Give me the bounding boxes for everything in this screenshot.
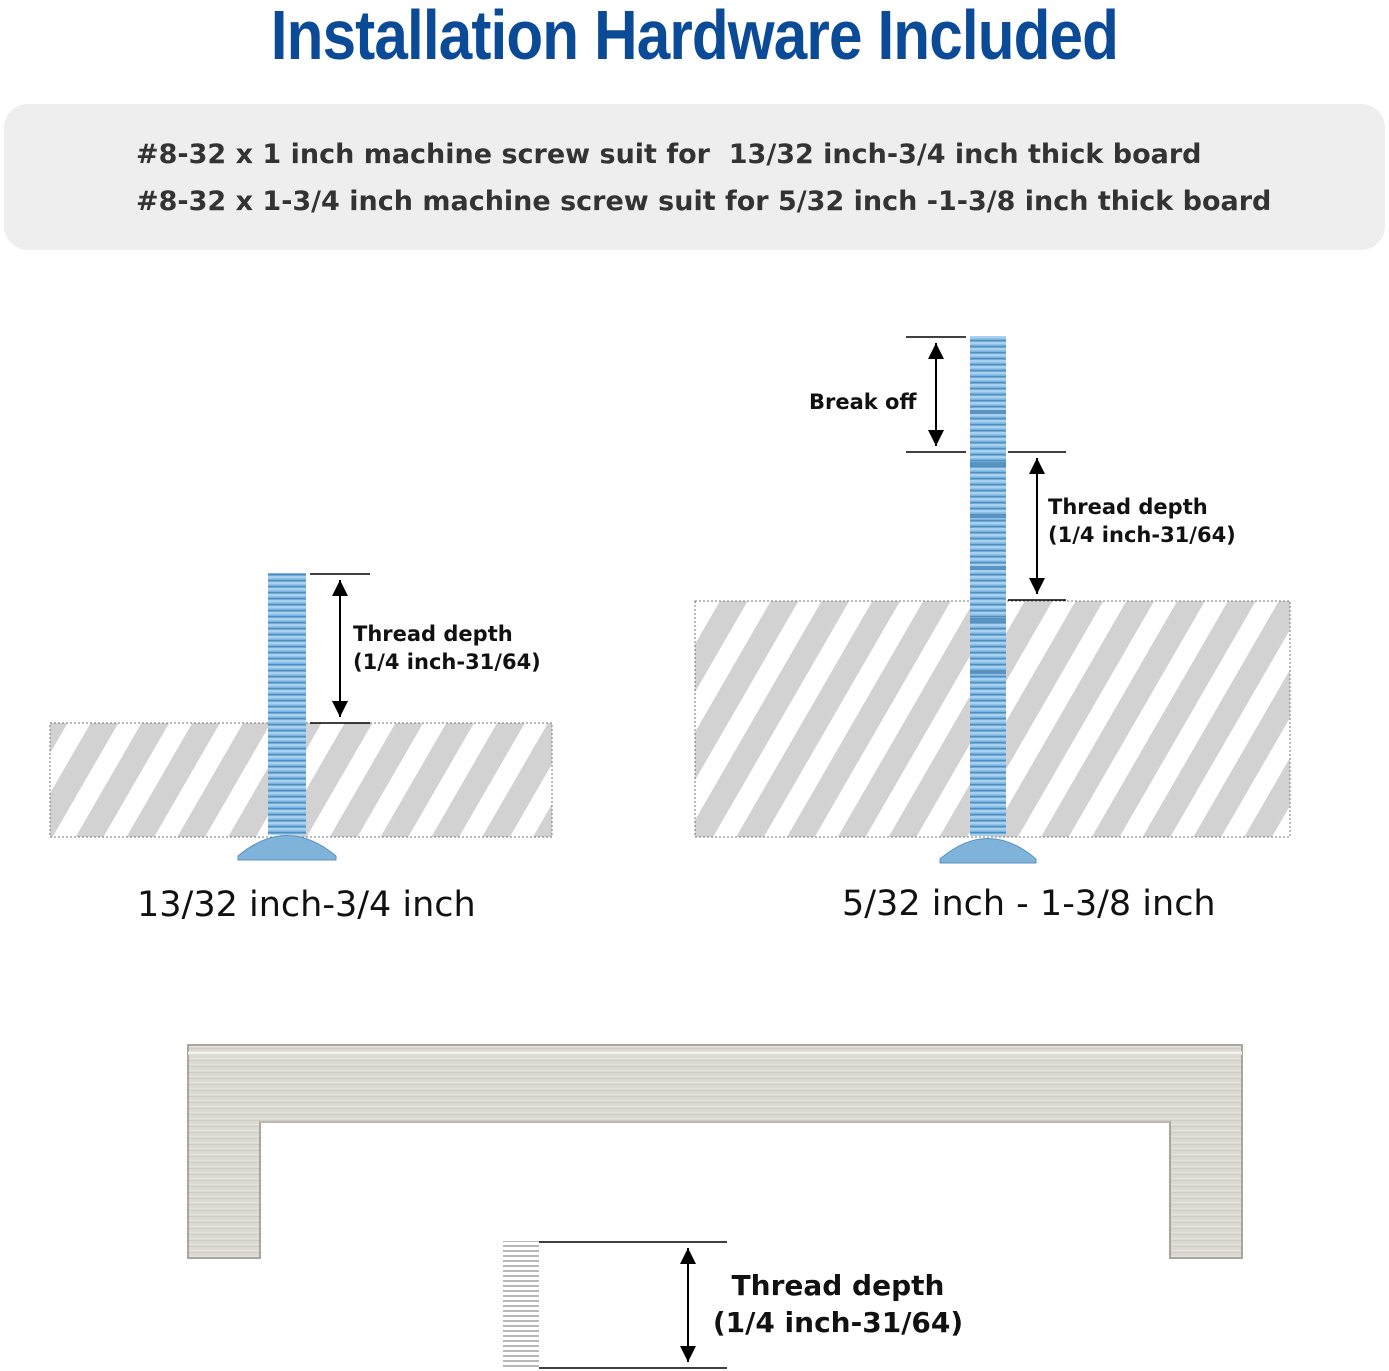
left-screw-head (238, 836, 336, 861)
break-off-label: Break off (809, 390, 917, 414)
spec-line-short-screw: #8-32 x 1 inch machine screw suit for 13/32 inch-3/4 inch thick board (136, 139, 1202, 170)
left-board-diagram (50, 573, 552, 860)
handle-thread-label (706, 1267, 970, 1341)
left-thread-title: Thread depth (353, 622, 513, 646)
left-thread-range: (1/4 inch-31/64) (353, 650, 541, 674)
left-board-range: 13/32 inch-3/4 inch (137, 885, 476, 925)
handle-thread-title: Thread depth (731, 1269, 945, 1302)
handle-body (188, 1045, 1242, 1258)
spec-line-long-screw: #8-32 x 1-3/4 inch machine screw suit for 5/32 inch -1-3/8 inch thick board (136, 186, 1272, 217)
right-board-diagram (695, 336, 1290, 863)
right-board-range: 5/32 inch - 1-3/8 inch (842, 884, 1216, 924)
right-thread-range: (1/4 inch-31/64) (1048, 523, 1236, 547)
page-title: Installation Hardware Included (270, 0, 1119, 74)
left-thread-label (353, 620, 541, 676)
handle-thread-range: (1/4 inch-31/64) (712, 1306, 964, 1339)
right-thread-label (1048, 493, 1236, 549)
handle-thread-insert (503, 1241, 539, 1369)
right-screw-head (940, 839, 1036, 864)
right-thread-title: Thread depth (1048, 495, 1208, 519)
left-screw-shaft (268, 573, 306, 835)
